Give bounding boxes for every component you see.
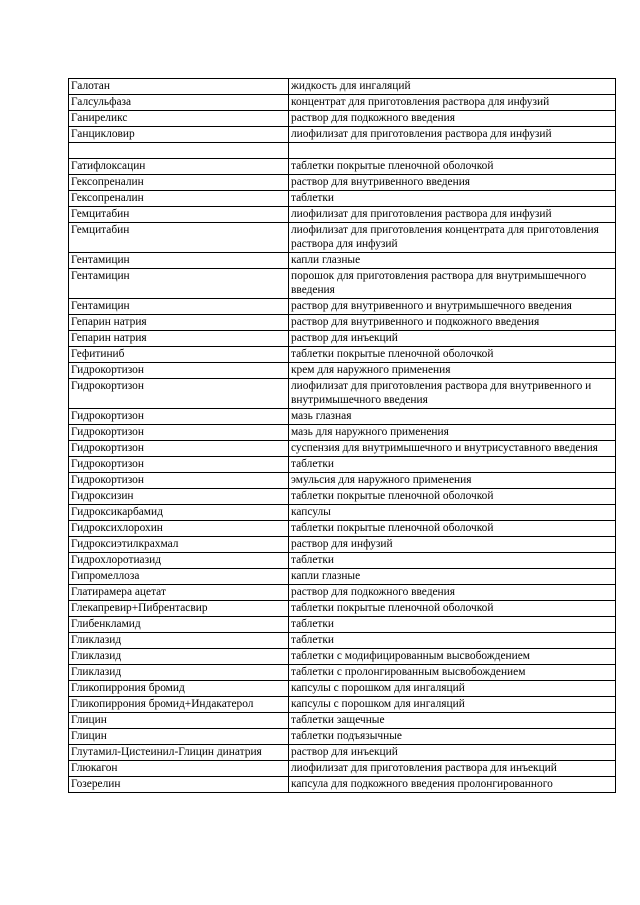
drug-name-cell: Гидроксизин [69,489,289,505]
drug-name-cell: Гидрокортизон [69,473,289,489]
table-row [69,553,616,569]
dosage-form-cell: таблетки [289,457,616,473]
dosage-form-cell: раствор для инъекций [289,331,616,347]
table-row [69,223,616,253]
table-row [69,347,616,363]
table-row [69,207,616,223]
drug-name-cell: Ганиреликс [69,111,289,127]
drug-name-cell: Глатирамера ацетат [69,585,289,601]
dosage-form-cell: лиофилизат для приготовления раствора для инфузий [289,207,616,223]
drug-name-cell: Гексопреналин [69,191,289,207]
drug-name-cell: Гентамицин [69,253,289,269]
table-row [69,331,616,347]
dosage-form-cell: раствор для внутривенного и внутримышечного введения [289,299,616,315]
drug-name-cell [69,143,289,159]
table-row [69,191,616,207]
drug-name-cell: Гидрокортизон [69,409,289,425]
dosage-form-cell: таблетки покрытые пленочной оболочкой [289,489,616,505]
drug-name-cell: Гидрокортизон [69,441,289,457]
drug-name-cell: Глибенкламид [69,617,289,633]
table-row [69,253,616,269]
table-row [69,729,616,745]
table-body [69,79,616,793]
table-row [69,569,616,585]
table-row [69,761,616,777]
drug-name-cell: Гидрокортизон [69,425,289,441]
drug-table [68,78,616,793]
document-page [68,78,614,793]
drug-name-cell: Гликопиррония бромид [69,681,289,697]
drug-name-cell: Гликлазид [69,649,289,665]
table-row [69,95,616,111]
dosage-form-cell: раствор для внутривенного введения [289,175,616,191]
table-row [69,745,616,761]
dosage-form-cell: таблетки [289,553,616,569]
drug-name-cell: Глицин [69,729,289,745]
dosage-form-cell [289,143,616,159]
table-row [69,521,616,537]
table-row [69,111,616,127]
drug-name-cell: Гидрокортизон [69,363,289,379]
dosage-form-cell: таблетки с модифицированным высвобождением [289,649,616,665]
table-row [69,665,616,681]
drug-name-cell: Гидрокортизон [69,379,289,409]
drug-name-cell: Гидроксиэтилкрахмал [69,537,289,553]
drug-name-cell: Гликопиррония бромид+Индакатерол [69,697,289,713]
dosage-form-cell: суспензия для внутримышечного и внутрисуставного введения [289,441,616,457]
dosage-form-cell: концентрат для приготовления раствора для инфузий [289,95,616,111]
dosage-form-cell: раствор для инфузий [289,537,616,553]
dosage-form-cell: мазь глазная [289,409,616,425]
drug-name-cell: Гепарин натрия [69,331,289,347]
table-row [69,175,616,191]
drug-name-cell: Гефитиниб [69,347,289,363]
drug-name-cell: Ганцикловир [69,127,289,143]
dosage-form-cell: лиофилизат для приготовления раствора для инфузий [289,127,616,143]
dosage-form-cell: лиофилизат для приготовления концентрата для приготовления раствора для инфузий [289,223,616,253]
dosage-form-cell: таблетки подъязычные [289,729,616,745]
dosage-form-cell: таблетки защечные [289,713,616,729]
dosage-form-cell: лиофилизат для приготовления раствора для внутривенного и внутримышечного введения [289,379,616,409]
table-row [69,315,616,331]
table-row [69,473,616,489]
drug-name-cell: Глюкагон [69,761,289,777]
dosage-form-cell: таблетки [289,617,616,633]
table-row [69,409,616,425]
dosage-form-cell: капли глазные [289,569,616,585]
dosage-form-cell: капсулы с порошком для ингаляций [289,697,616,713]
table-row [69,127,616,143]
table-row [69,633,616,649]
table-row [69,489,616,505]
table-row [69,425,616,441]
table-row [69,681,616,697]
table-row [69,777,616,793]
dosage-form-cell: крем для наружного применения [289,363,616,379]
dosage-form-cell: таблетки [289,191,616,207]
table-row [69,269,616,299]
table-row [69,585,616,601]
dosage-form-cell: таблетки покрытые пленочной оболочкой [289,347,616,363]
dosage-form-cell: раствор для внутривенного и подкожного введения [289,315,616,331]
drug-name-cell: Глекапревир+Пибрентасвир [69,601,289,617]
table-row [69,697,616,713]
table-row [69,363,616,379]
dosage-form-cell: мазь для наружного применения [289,425,616,441]
drug-name-cell: Гентамицин [69,269,289,299]
dosage-form-cell: капсулы с порошком для ингаляций [289,681,616,697]
dosage-form-cell: таблетки с пролонгированным высвобождением [289,665,616,681]
drug-name-cell: Гидроксихлорохин [69,521,289,537]
dosage-form-cell: капсулы [289,505,616,521]
table-row [69,379,616,409]
table-row [69,713,616,729]
table-row [69,79,616,95]
drug-name-cell: Гемцитабин [69,207,289,223]
table-row [69,601,616,617]
drug-name-cell: Гликлазид [69,665,289,681]
drug-name-cell: Гипромеллоза [69,569,289,585]
dosage-form-cell: капли глазные [289,253,616,269]
dosage-form-cell: порошок для приготовления раствора для внутримышечного введения [289,269,616,299]
drug-name-cell: Гатифлоксацин [69,159,289,175]
drug-name-cell: Гидрокортизон [69,457,289,473]
drug-name-cell: Глутамил-Цистеинил-Глицин динатрия [69,745,289,761]
drug-name-cell: Гемцитабин [69,223,289,253]
drug-name-cell: Гексопреналин [69,175,289,191]
drug-name-cell: Глицин [69,713,289,729]
dosage-form-cell: лиофилизат для приготовления раствора для инъекций [289,761,616,777]
dosage-form-cell: таблетки [289,633,616,649]
drug-name-cell: Галсульфаза [69,95,289,111]
dosage-form-cell: капсула для подкожного введения пролонгированного [289,777,616,793]
drug-name-cell: Гликлазид [69,633,289,649]
drug-name-cell: Галотан [69,79,289,95]
table-row [69,159,616,175]
dosage-form-cell: раствор для подкожного введения [289,111,616,127]
table-row [69,143,616,159]
table-row [69,649,616,665]
drug-name-cell: Гидрохлоротиазид [69,553,289,569]
table-row [69,617,616,633]
drug-name-cell: Гозерелин [69,777,289,793]
dosage-form-cell: таблетки покрытые пленочной оболочкой [289,601,616,617]
table-row [69,537,616,553]
table-row [69,505,616,521]
table-row [69,441,616,457]
table-row [69,457,616,473]
table-row [69,299,616,315]
drug-name-cell: Гентамицин [69,299,289,315]
dosage-form-cell: раствор для инъекций [289,745,616,761]
dosage-form-cell: таблетки покрытые пленочной оболочкой [289,521,616,537]
drug-name-cell: Гепарин натрия [69,315,289,331]
dosage-form-cell: жидкость для ингаляций [289,79,616,95]
dosage-form-cell: эмульсия для наружного применения [289,473,616,489]
dosage-form-cell: раствор для подкожного введения [289,585,616,601]
dosage-form-cell: таблетки покрытые пленочной оболочкой [289,159,616,175]
drug-name-cell: Гидроксикарбамид [69,505,289,521]
